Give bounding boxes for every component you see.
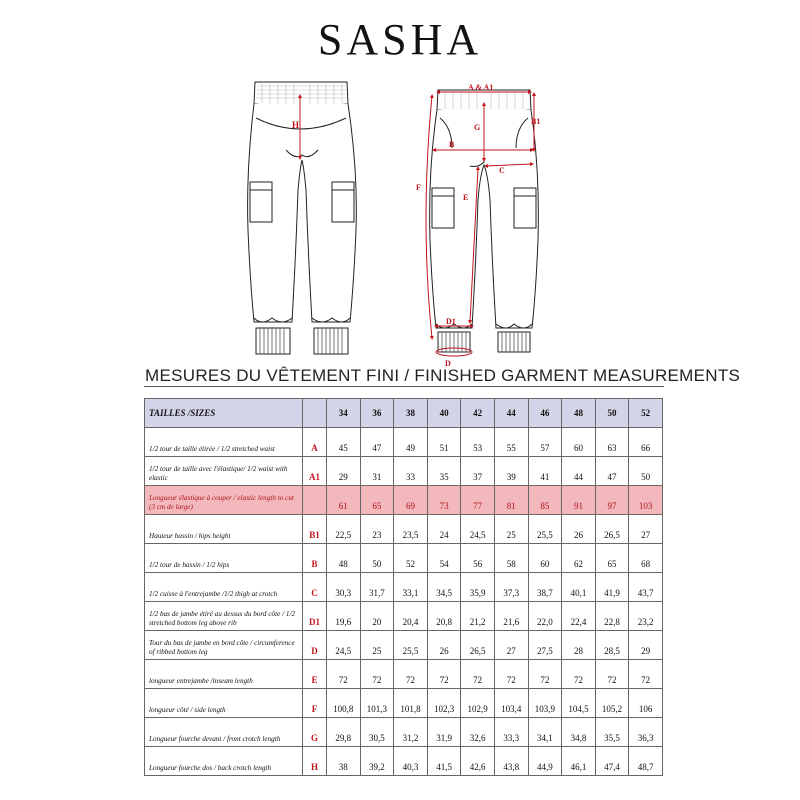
measurement-value: 72 [327,660,361,689]
measurement-value: 39 [494,457,528,486]
measurement-value: 60 [528,544,562,573]
measurement-value: 47 [360,428,394,457]
measurement-value: 36,3 [629,718,663,747]
measurement-value: 102,3 [427,689,461,718]
measurement-value: 25 [360,631,394,660]
measurement-value: 35,9 [461,573,495,602]
measurement-label: longueur entrejambe /inseam length [145,660,303,689]
label-d1: D1 [446,317,456,326]
label-f: F [416,183,421,192]
measurement-value: 68 [629,544,663,573]
measurement-value: 52 [394,544,428,573]
measurement-value: 91 [562,486,596,515]
size-header-cell: 48 [562,399,596,428]
measurement-value: 31,9 [427,718,461,747]
table-row [145,457,663,486]
measurement-code: A1 [303,457,327,486]
measurement-value: 47 [595,457,629,486]
measurement-value: 55 [494,428,528,457]
measurement-value: 72 [595,660,629,689]
table-row [145,602,663,631]
measurement-value: 33,3 [494,718,528,747]
measurement-value: 62 [562,544,596,573]
measurement-value: 22,0 [528,602,562,631]
measurement-value: 54 [427,544,461,573]
measurement-value: 20 [360,602,394,631]
measurement-value: 24,5 [461,515,495,544]
measurement-value: 58 [494,544,528,573]
measurement-value: 26 [562,515,596,544]
measurement-value: 72 [528,660,562,689]
measurement-value: 23,5 [394,515,428,544]
measurement-value: 27 [629,515,663,544]
measurement-value: 44,9 [528,747,562,776]
measurement-value: 61 [327,486,361,515]
measurement-value: 43,7 [629,573,663,602]
measurement-label: Tour du bas de jambe en bord côte / circumference of ribbed bottom leg [145,631,303,660]
measurement-value: 63 [595,428,629,457]
table-row [145,544,663,573]
size-header-cell: 42 [461,399,495,428]
measurement-value: 23,2 [629,602,663,631]
measurement-code: E [303,660,327,689]
measurement-code: C [303,573,327,602]
table-row [145,718,663,747]
measurement-value: 77 [461,486,495,515]
measurement-value: 38 [327,747,361,776]
measurement-value: 44 [562,457,596,486]
measurement-code: G [303,718,327,747]
measurement-value: 47,4 [595,747,629,776]
measurement-value: 81 [494,486,528,515]
measurement-value: 41 [528,457,562,486]
measurement-value: 57 [528,428,562,457]
sizes-header-label: TAILLES /SIZES [145,399,303,428]
table-row [145,747,663,776]
measurement-value: 39,2 [360,747,394,776]
measurement-value: 20,8 [427,602,461,631]
measurement-value: 72 [562,660,596,689]
measurement-value: 72 [494,660,528,689]
measurement-value: 85 [528,486,562,515]
measurement-label: 1/2 tour de taille avec l'élastique/ 1/2 waist with elastic [145,457,303,486]
table-row [145,689,663,718]
measurement-value: 104,5 [562,689,596,718]
measurement-value: 103 [629,486,663,515]
size-header-cell: 50 [595,399,629,428]
measurement-value: 72 [394,660,428,689]
measurement-value: 72 [461,660,495,689]
measurement-value: 31 [360,457,394,486]
label-b: B [449,140,455,149]
size-header-cell: 40 [427,399,461,428]
measurement-value: 69 [394,486,428,515]
measurement-value: 33,1 [394,573,428,602]
table-row [145,428,663,457]
measurements-table [144,398,663,776]
measurement-value: 106 [629,689,663,718]
measurement-value: 103,9 [528,689,562,718]
measurement-value: 26,5 [595,515,629,544]
measurement-label: 1/2 cuisse à l'entrejambe /1/2 thigh at crotch [145,573,303,602]
measurement-value: 41,5 [427,747,461,776]
measurement-value: 35 [427,457,461,486]
measurement-value: 101,3 [360,689,394,718]
back-view-drawing [248,82,357,354]
measurement-value: 34,5 [427,573,461,602]
measurement-value: 26 [427,631,461,660]
measurement-value: 23 [360,515,394,544]
measurement-value: 97 [595,486,629,515]
measurement-value: 43,8 [494,747,528,776]
measurement-value: 50 [360,544,394,573]
measurement-value: 34,8 [562,718,596,747]
measurement-value: 42,6 [461,747,495,776]
heading-underline [144,386,664,387]
measurement-value: 26,5 [461,631,495,660]
measurement-label: 1/2 bas de jambe étiré au dessus du bord côte / 1/2 stretched bottom leg above rib [145,602,303,631]
label-e: E [463,193,469,202]
measurement-value: 40,1 [562,573,596,602]
measurement-value: 56 [461,544,495,573]
measurement-value: 72 [360,660,394,689]
measurement-value: 22,8 [595,602,629,631]
table-header-row [145,399,663,428]
measurement-value: 48,7 [629,747,663,776]
measurement-value: 41,9 [595,573,629,602]
measurement-label: 1/2 tour de bassin / 1/2 hips [145,544,303,573]
measurement-code: B [303,544,327,573]
measurement-value: 102,9 [461,689,495,718]
size-header-cell: 44 [494,399,528,428]
pants-technical-drawing [0,68,800,368]
measurement-value: 32,6 [461,718,495,747]
measurement-label: Longueur élastique à couper / elastic length to cut (3 cm de large) [145,486,303,515]
measurement-value: 34,1 [528,718,562,747]
measurement-value: 35,5 [595,718,629,747]
measurement-code: B1 [303,515,327,544]
measurement-value: 65 [595,544,629,573]
label-g: G [474,123,481,132]
measurement-value: 46,1 [562,747,596,776]
measurement-value: 22,4 [562,602,596,631]
measurement-value: 65 [360,486,394,515]
table-row [145,515,663,544]
measurement-value: 40,3 [394,747,428,776]
measurement-value: 28 [562,631,596,660]
measurement-value: 29 [629,631,663,660]
measurement-value: 51 [427,428,461,457]
label-h: H [292,120,300,130]
code-header-cell [303,399,327,428]
label-b1: B1 [531,117,541,126]
measurement-value: 21,2 [461,602,495,631]
measurement-value: 31,7 [360,573,394,602]
measurement-value: 25,5 [528,515,562,544]
measurement-value: 28,5 [595,631,629,660]
measurement-value: 101,8 [394,689,428,718]
label-a-a1: A & A1 [468,83,494,92]
size-header-cell: 36 [360,399,394,428]
measurement-value: 20,4 [394,602,428,631]
measurement-value: 29 [327,457,361,486]
measurement-value: 38,7 [528,573,562,602]
measurement-value: 37 [461,457,495,486]
measurement-code: F [303,689,327,718]
size-header-cell: 52 [629,399,663,428]
measurement-code: D1 [303,602,327,631]
measurement-value: 53 [461,428,495,457]
size-header-cell: 46 [528,399,562,428]
measurement-value: 24,5 [327,631,361,660]
measurement-value: 22,5 [327,515,361,544]
size-header-cell: 34 [327,399,361,428]
measurement-value: 30,5 [360,718,394,747]
measurement-label: Longueur fourche devant / front crotch length [145,718,303,747]
measurement-value: 37,3 [494,573,528,602]
table-row [145,573,663,602]
measurement-value: 72 [629,660,663,689]
label-c: C [499,166,505,175]
measurement-value: 27 [494,631,528,660]
table-row [145,486,663,515]
measurement-label: Longueur fourche dos / back crotch length [145,747,303,776]
measurement-value: 66 [629,428,663,457]
measurement-value: 33 [394,457,428,486]
measurement-value: 72 [427,660,461,689]
measurement-value: 50 [629,457,663,486]
measurement-value: 45 [327,428,361,457]
measurement-value: 19,6 [327,602,361,631]
measurement-value: 31,2 [394,718,428,747]
measurement-code: D [303,631,327,660]
measurement-value: 100,8 [327,689,361,718]
measurement-value: 29,8 [327,718,361,747]
measurement-value: 49 [394,428,428,457]
measurement-value: 21,6 [494,602,528,631]
measurement-value: 24 [427,515,461,544]
table-row [145,631,663,660]
table-row [145,660,663,689]
measurement-value: 103,4 [494,689,528,718]
measurement-value: 25,5 [394,631,428,660]
section-heading: MESURES DU VÊTEMENT FINI / FINISHED GARMENT MEASUREMENTS [145,366,741,385]
measurement-value: 27,5 [528,631,562,660]
measurement-value: 48 [327,544,361,573]
measurement-code: H [303,747,327,776]
label-d: D [445,359,451,368]
measurement-value: 73 [427,486,461,515]
size-header-cell: 38 [394,399,428,428]
measurement-code: A [303,428,327,457]
measurement-value: 60 [562,428,596,457]
measurement-label: 1/2 tour de taille étirée / 1/2 stretched waist [145,428,303,457]
measurement-label: longueur côté / side length [145,689,303,718]
measurement-label: Hauteur bassin / hips height [145,515,303,544]
measurement-code [303,486,327,515]
measurement-value: 105,2 [595,689,629,718]
page-title: SASHA [317,15,483,64]
measurement-value: 25 [494,515,528,544]
measurement-value: 30,3 [327,573,361,602]
